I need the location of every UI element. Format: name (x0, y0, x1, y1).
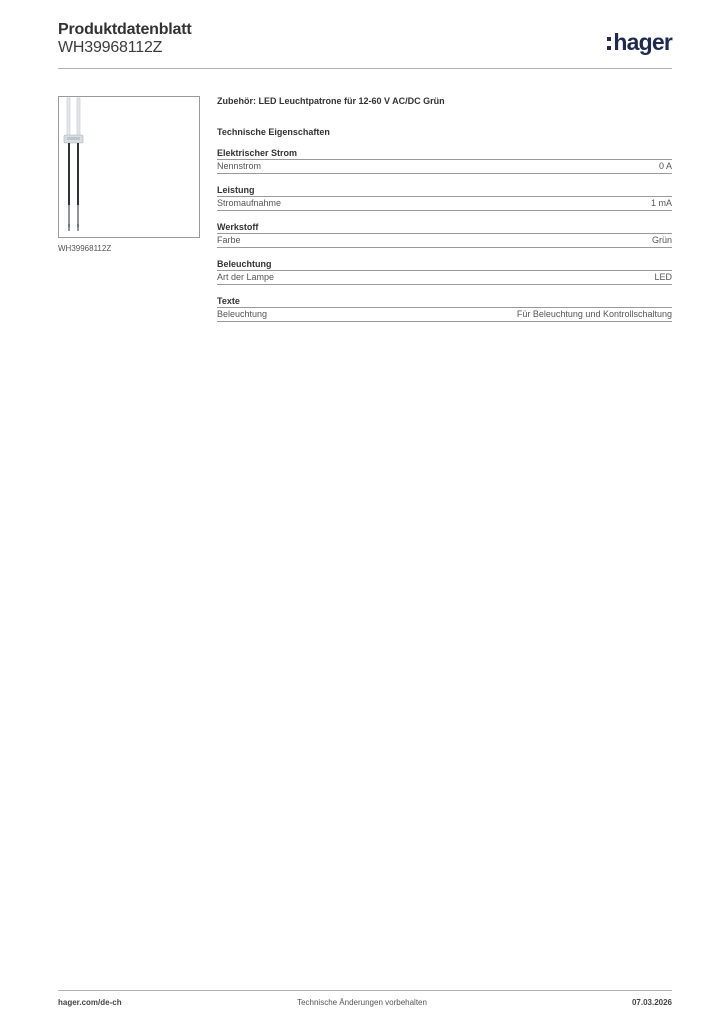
hager-logo (607, 28, 672, 56)
property-value: 0 A (658, 161, 672, 171)
group-title: Werkstoff (217, 221, 672, 234)
property-row (217, 197, 672, 211)
property-row (217, 308, 672, 322)
group-title: Leistung (217, 184, 672, 197)
property-label: Beleuchtung (217, 309, 268, 319)
product-details (217, 94, 672, 322)
page-header (58, 20, 672, 70)
property-group (217, 221, 672, 248)
led-cartridge-icon (59, 97, 199, 237)
group-title: Texte (217, 295, 672, 308)
logo-text: hager (613, 28, 672, 55)
property-value: 1 mA (650, 198, 672, 208)
image-caption: WH39968112Z (58, 244, 112, 253)
property-row (217, 234, 672, 248)
property-row (217, 271, 672, 285)
property-group (217, 258, 672, 285)
product-code: WH39968112Z (58, 39, 163, 56)
property-label: Nennstrom (217, 161, 262, 171)
footer-notice: Technische Änderungen vorbehalten (297, 998, 427, 1007)
footer-divider (58, 990, 672, 991)
property-group (217, 184, 672, 211)
footer-website-link[interactable]: hager.com/de-ch (58, 998, 122, 1007)
property-group (217, 147, 672, 174)
property-value: Grün (651, 235, 672, 245)
property-label: Art der Lampe (217, 272, 275, 282)
property-row (217, 160, 672, 174)
logo-dots-icon (607, 37, 611, 50)
section-title: Technische Eigenschaften (217, 127, 330, 137)
property-value: Für Beleuchtung und Kontrollschaltung (516, 309, 672, 319)
footer-date: 07.03.2026 (631, 998, 672, 1007)
group-title: Elektrischer Strom (217, 147, 672, 160)
property-label: Stromaufnahme (217, 198, 282, 208)
property-groups (217, 147, 672, 322)
product-image (58, 96, 200, 238)
header-divider (58, 68, 672, 69)
group-title: Beleuchtung (217, 258, 672, 271)
property-value: LED (654, 272, 672, 282)
property-label: Farbe (217, 235, 241, 245)
product-title: Zubehör: LED Leuchtpatrone für 12-60 V AC/DC Grün (217, 96, 445, 106)
property-group (217, 295, 672, 322)
document-title: Produktdatenblatt (58, 21, 192, 38)
